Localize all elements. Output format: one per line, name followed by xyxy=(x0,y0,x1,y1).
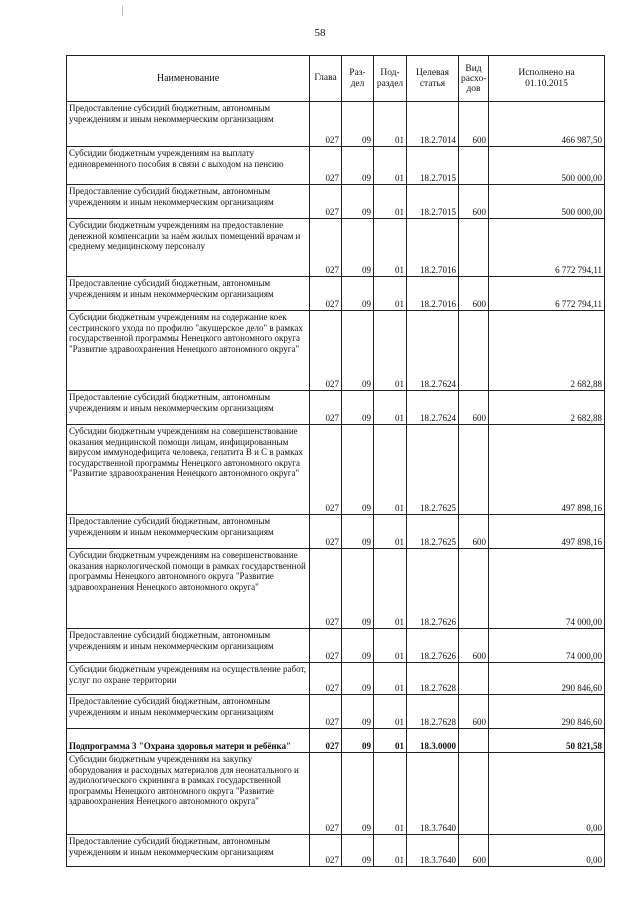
cell-subsection: 01 xyxy=(374,391,407,425)
cell-amount: 290 846,60 xyxy=(489,695,605,729)
cell-chapter: 027 xyxy=(310,549,342,629)
cell-target: 18.3.0000 xyxy=(407,729,459,753)
cell-chapter: 027 xyxy=(310,219,342,277)
cell-chapter: 027 xyxy=(310,729,342,753)
cell-expense-type: 600 xyxy=(459,391,489,425)
cell-amount: 500 000,00 xyxy=(489,185,605,219)
cell-chapter: 027 xyxy=(310,515,342,549)
cell-amount: 290 846,60 xyxy=(489,663,605,695)
cell-chapter: 027 xyxy=(310,311,342,391)
cell-amount: 0,00 xyxy=(489,835,605,867)
cell-subsection: 01 xyxy=(374,753,407,835)
cell-subsection: 01 xyxy=(374,311,407,391)
cell-amount: 74 000,00 xyxy=(489,549,605,629)
cell-chapter: 027 xyxy=(310,391,342,425)
cell-chapter: 027 xyxy=(310,102,342,147)
cell-amount: 6 772 794,11 xyxy=(489,219,605,277)
cell-expense-type xyxy=(459,147,489,185)
cell-amount: 74 000,00 xyxy=(489,629,605,663)
cell-amount: 2 682,88 xyxy=(489,311,605,391)
cell-expense-type xyxy=(459,549,489,629)
cell-subsection: 01 xyxy=(374,549,407,629)
cell-name: Субсидии бюджетным учреждениям на совершенствование оказания наркологической помощи в рамках государственной программы Ненецкого автономного округа "Развитие здравоохранения Ненецкого автономного округа" xyxy=(67,549,310,629)
table-header-row xyxy=(67,56,605,102)
cell-chapter: 027 xyxy=(310,663,342,695)
cell-target: 18.2.7015 xyxy=(407,147,459,185)
cell-name: Субсидии бюджетным учреждениям на выплату единовременного пособия в связи с выходом на пенсию xyxy=(67,147,310,185)
cell-name: Субсидии бюджетным учреждениям на закупку оборудования и расходных материалов для неонатального и аудиологического скрининга в рамках государственной программы Ненецкого автономного округа "Развитие здравоохранения Ненецкого автономного округа" xyxy=(67,753,310,835)
cell-target: 18.2.7624 xyxy=(407,311,459,391)
table-row xyxy=(67,219,605,277)
cell-subsection: 01 xyxy=(374,102,407,147)
table-row xyxy=(67,695,605,729)
table-row xyxy=(67,311,605,391)
cell-expense-type: 600 xyxy=(459,277,489,311)
cell-amount: 497 898,16 xyxy=(489,515,605,549)
cell-target: 18.3.7640 xyxy=(407,835,459,867)
cell-expense-type: 600 xyxy=(459,835,489,867)
cell-section: 09 xyxy=(342,147,374,185)
cell-amount: 500 000,00 xyxy=(489,147,605,185)
budget-table xyxy=(66,55,605,867)
page-number: 58 xyxy=(314,27,326,39)
cell-target: 18.2.7628 xyxy=(407,695,459,729)
cell-expense-type xyxy=(459,219,489,277)
cell-section: 09 xyxy=(342,549,374,629)
header-section: Раз- дел xyxy=(342,56,374,102)
cell-subsection: 01 xyxy=(374,185,407,219)
cell-expense-type xyxy=(459,311,489,391)
cell-subsection: 01 xyxy=(374,277,407,311)
cell-target: 18.3.7640 xyxy=(407,753,459,835)
cell-name: Предоставление субсидий бюджетным, автономным учреждениям и иным некоммерческим организациям xyxy=(67,102,310,147)
cell-section: 09 xyxy=(342,695,374,729)
cell-name: Субсидии бюджетным учреждениям на осуществление работ, услуг по охране территории xyxy=(67,663,310,695)
cell-expense-type xyxy=(459,425,489,515)
cell-name: Предоставление субсидий бюджетным, автономным учреждениям и иным некоммерческим организациям xyxy=(67,629,310,663)
cell-amount: 466 987,50 xyxy=(489,102,605,147)
header-subsection: Под- раздел xyxy=(374,56,407,102)
table-row xyxy=(67,663,605,695)
cell-chapter: 027 xyxy=(310,277,342,311)
cell-amount: 0,00 xyxy=(489,753,605,835)
cell-name: Субсидии бюджетным учреждениям на предоставление денежной компенсации за наём жилых помещений врачам и среднему медицинскому персоналу xyxy=(67,219,310,277)
cell-chapter: 027 xyxy=(310,695,342,729)
cell-amount: 497 898,16 xyxy=(489,425,605,515)
cell-target: 18.2.7016 xyxy=(407,219,459,277)
cell-target: 18.2.7625 xyxy=(407,425,459,515)
cell-section: 09 xyxy=(342,102,374,147)
table-row xyxy=(67,549,605,629)
cell-section: 09 xyxy=(342,311,374,391)
cell-chapter: 027 xyxy=(310,147,342,185)
cell-name: Предоставление субсидий бюджетным, автономным учреждениям и иным некоммерческим организациям xyxy=(67,515,310,549)
table-row xyxy=(67,753,605,835)
cell-name: Подпрограмма 3 "Охрана здоровья матери и ребёнка" xyxy=(67,729,310,753)
cell-expense-type: 600 xyxy=(459,185,489,219)
cell-target: 18.2.7625 xyxy=(407,515,459,549)
cell-subsection: 01 xyxy=(374,729,407,753)
cell-subsection: 01 xyxy=(374,219,407,277)
cell-target: 18.2.7016 xyxy=(407,277,459,311)
header-expense-type: Вид расхо- дов xyxy=(459,56,489,102)
cell-amount: 50 821,58 xyxy=(489,729,605,753)
cell-subsection: 01 xyxy=(374,663,407,695)
cell-name: Предоставление субсидий бюджетным, автономным учреждениям и иным некоммерческим организациям xyxy=(67,695,310,729)
header-name: Наименование xyxy=(67,56,310,102)
table-row xyxy=(67,729,605,753)
cell-expense-type: 600 xyxy=(459,102,489,147)
cell-section: 09 xyxy=(342,663,374,695)
cell-subsection: 01 xyxy=(374,147,407,185)
cell-name: Предоставление субсидий бюджетным, автономным учреждениям и иным некоммерческим организациям xyxy=(67,277,310,311)
cell-target: 18.2.7624 xyxy=(407,391,459,425)
header-chapter: Глава xyxy=(310,56,342,102)
cell-name: Предоставление субсидий бюджетным, автономным учреждениям и иным некоммерческим организациям xyxy=(67,835,310,867)
cell-subsection: 01 xyxy=(374,695,407,729)
cell-target: 18.2.7015 xyxy=(407,185,459,219)
cell-chapter: 027 xyxy=(310,425,342,515)
table-row xyxy=(67,277,605,311)
table-row xyxy=(67,102,605,147)
cell-section: 09 xyxy=(342,753,374,835)
cell-subsection: 01 xyxy=(374,629,407,663)
cell-section: 09 xyxy=(342,185,374,219)
table-body xyxy=(67,102,605,867)
table-row xyxy=(67,185,605,219)
cell-chapter: 027 xyxy=(310,753,342,835)
cell-name: Предоставление субсидий бюджетным, автономным учреждениям и иным некоммерческим организациям xyxy=(67,185,310,219)
cell-name: Субсидии бюджетным учреждениям на совершенствование оказания медицинской помощи лицам, инфицированным вирусом иммунодефицита человека, гепатита В и С в рамках государственной программы Ненецкого автономного округа "Развитие здравоохранения Ненецкого автономного округа" xyxy=(67,425,310,515)
cell-target: 18.2.7014 xyxy=(407,102,459,147)
cell-chapter: 027 xyxy=(310,629,342,663)
header-target: Целевая статья xyxy=(407,56,459,102)
cell-subsection: 01 xyxy=(374,835,407,867)
cell-section: 09 xyxy=(342,515,374,549)
cell-section: 09 xyxy=(342,277,374,311)
cell-expense-type: 600 xyxy=(459,629,489,663)
cell-chapter: 027 xyxy=(310,835,342,867)
cell-amount: 2 682,88 xyxy=(489,391,605,425)
cell-section: 09 xyxy=(342,629,374,663)
cell-expense-type xyxy=(459,753,489,835)
cell-section: 09 xyxy=(342,425,374,515)
cell-name: Субсидии бюджетным учреждениям на содержание коек сестринского ухода по профилю "акушерское дело" в рамках государственной программы Ненецкого автономного округа "Развитие здравоохранения Ненецкого автономного округа" xyxy=(67,311,310,391)
table-row xyxy=(67,391,605,425)
cell-target: 18.2.7626 xyxy=(407,629,459,663)
cell-subsection: 01 xyxy=(374,425,407,515)
header-executed: Исполнено на 01.10.2015 xyxy=(489,56,605,102)
cell-target: 18.2.7628 xyxy=(407,663,459,695)
cell-section: 09 xyxy=(342,835,374,867)
table-row xyxy=(67,425,605,515)
cell-expense-type: 600 xyxy=(459,695,489,729)
cell-expense-type: 600 xyxy=(459,515,489,549)
table-row xyxy=(67,515,605,549)
cell-amount: 6 772 794,11 xyxy=(489,277,605,311)
cell-chapter: 027 xyxy=(310,185,342,219)
cell-section: 09 xyxy=(342,391,374,425)
cell-target: 18.2.7626 xyxy=(407,549,459,629)
table-row xyxy=(67,147,605,185)
cell-section: 09 xyxy=(342,729,374,753)
cell-name: Предоставление субсидий бюджетным, автономным учреждениям и иным некоммерческим организациям xyxy=(67,391,310,425)
cell-expense-type xyxy=(459,729,489,753)
cell-expense-type xyxy=(459,663,489,695)
table-row xyxy=(67,629,605,663)
table-row xyxy=(67,835,605,867)
cell-section: 09 xyxy=(342,219,374,277)
scan-mark xyxy=(122,6,123,16)
cell-subsection: 01 xyxy=(374,515,407,549)
